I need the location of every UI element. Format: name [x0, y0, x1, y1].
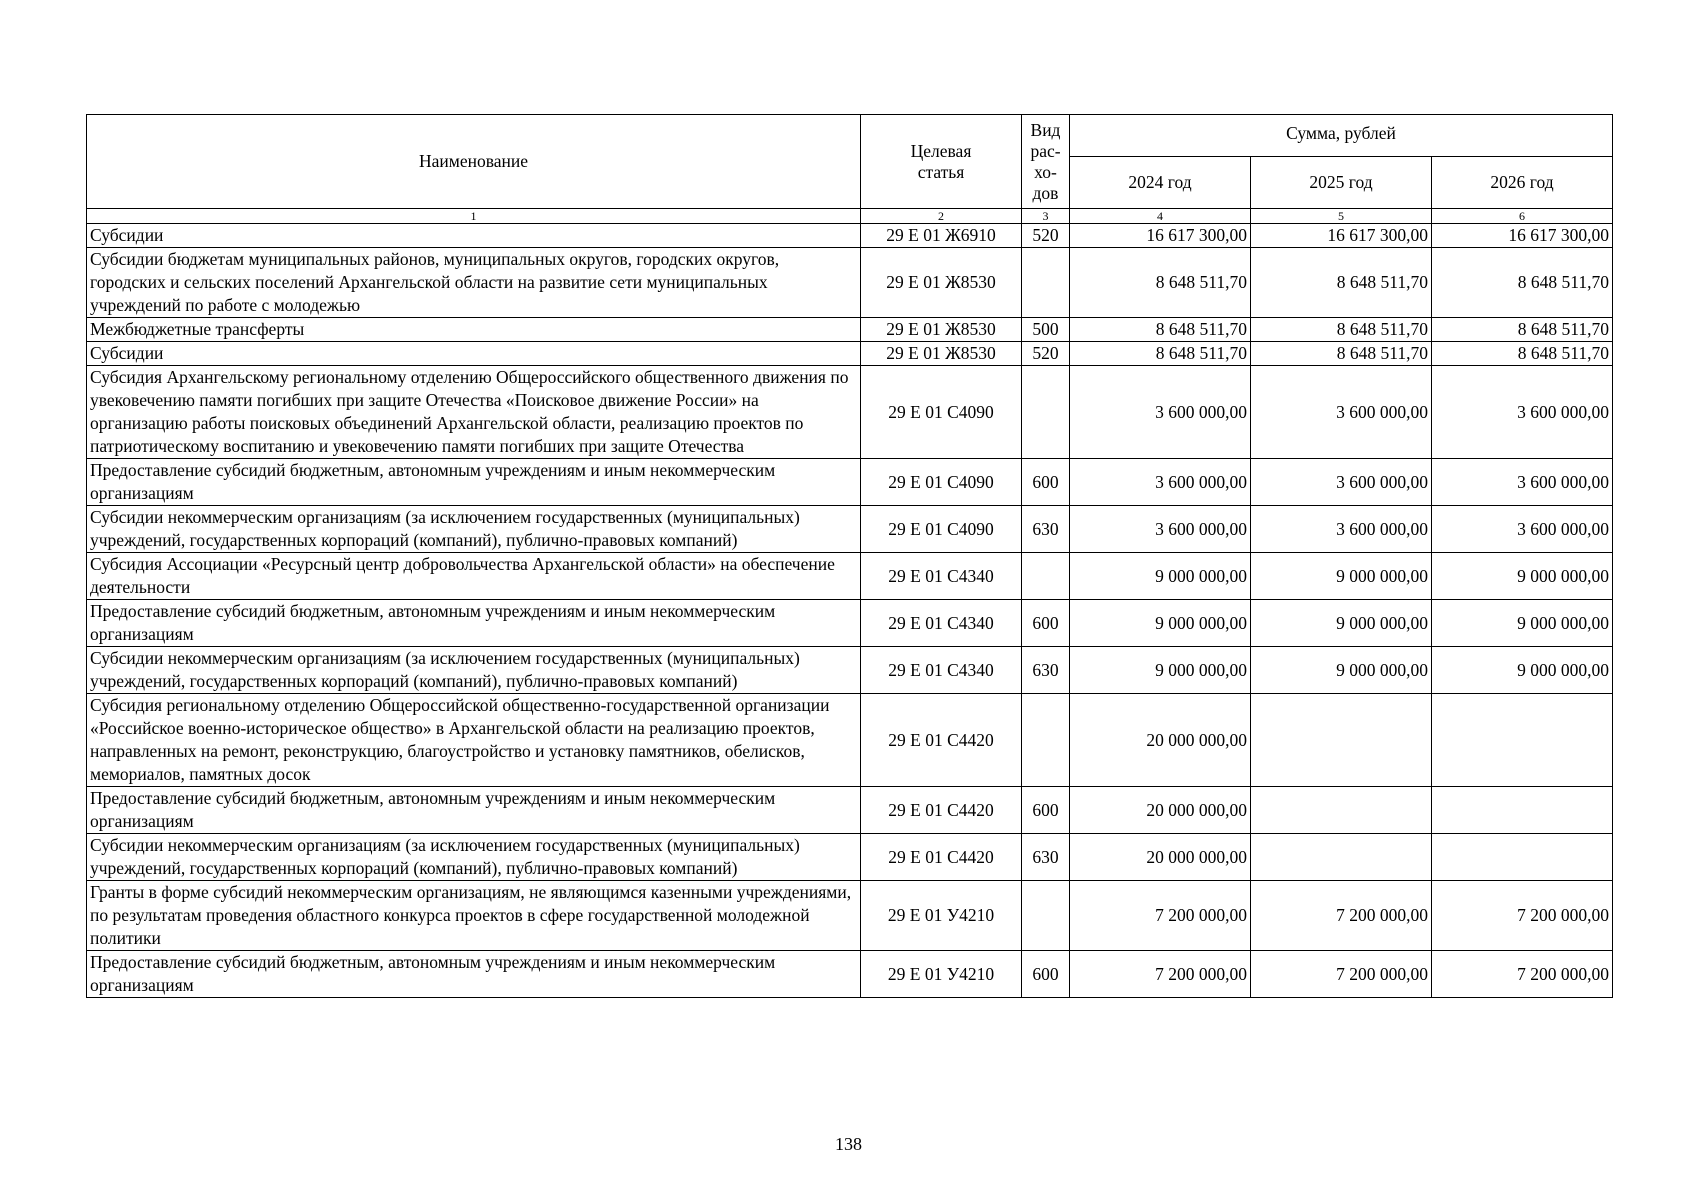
row-amount-2026-cell: 3 600 000,00: [1432, 506, 1613, 553]
row-amount-2025-cell: [1251, 834, 1432, 881]
column-number: 1: [87, 209, 861, 224]
row-amount-2025-cell: 9 000 000,00: [1251, 647, 1432, 694]
table-row: [87, 459, 1613, 506]
row-target-code-cell: 29 Е 01 С4420: [861, 694, 1022, 787]
row-name-cell: Субсидии бюджетам муниципальных районов, муниципальных округов, городских округов, городских и сельских поселений Архангельской области на развитие сети муниципальных учреждений по работе с молодежью: [87, 248, 861, 318]
page-number: 138: [835, 1134, 862, 1154]
header-kind-line: хо-: [1034, 161, 1057, 182]
row-amount-2025-cell: 3 600 000,00: [1251, 459, 1432, 506]
header-year-2024: 2024 год: [1070, 157, 1251, 209]
row-expense-kind-cell: [1022, 366, 1070, 459]
row-amount-2024-cell: 3 600 000,00: [1070, 506, 1251, 553]
row-name-cell: Предоставление субсидий бюджетным, автономным учреждениям и иным некоммерческим организациям: [87, 951, 861, 998]
row-amount-2024-cell: 16 617 300,00: [1070, 224, 1251, 248]
row-target-code-cell: 29 Е 01 У4210: [861, 881, 1022, 951]
header-kind-line: дов: [1032, 182, 1059, 203]
row-amount-2025-cell: 8 648 511,70: [1251, 248, 1432, 318]
row-target-code-cell: 29 Е 01 С4090: [861, 506, 1022, 553]
row-amount-2025-cell: [1251, 787, 1432, 834]
row-amount-2025-cell: 3 600 000,00: [1251, 366, 1432, 459]
header-year-2026: 2026 год: [1432, 157, 1613, 209]
header-sum: Сумма, рублей: [1070, 115, 1613, 157]
row-amount-2026-cell: 8 648 511,70: [1432, 342, 1613, 366]
header-kind-line: Вид: [1030, 119, 1061, 140]
row-target-code-cell: 29 Е 01 Ж8530: [861, 248, 1022, 318]
row-expense-kind-cell: 520: [1022, 342, 1070, 366]
row-expense-kind-cell: 630: [1022, 647, 1070, 694]
row-amount-2026-cell: 8 648 511,70: [1432, 248, 1613, 318]
row-amount-2026-cell: 9 000 000,00: [1432, 600, 1613, 647]
row-amount-2025-cell: 8 648 511,70: [1251, 318, 1432, 342]
table-row: [87, 224, 1613, 248]
row-amount-2025-cell: 8 648 511,70: [1251, 342, 1432, 366]
table-row: [87, 342, 1613, 366]
table-row: [87, 647, 1613, 694]
row-amount-2026-cell: 7 200 000,00: [1432, 881, 1613, 951]
row-amount-2026-cell: 3 600 000,00: [1432, 459, 1613, 506]
row-expense-kind-cell: [1022, 694, 1070, 787]
row-amount-2025-cell: 7 200 000,00: [1251, 881, 1432, 951]
row-amount-2025-cell: 16 617 300,00: [1251, 224, 1432, 248]
row-name-cell: Предоставление субсидий бюджетным, автономным учреждениям и иным некоммерческим организациям: [87, 459, 861, 506]
row-name-cell: Субсидия региональному отделению Общероссийской общественно-государственной организации «Российское военно-историческое общество» в Архангельской области на реализацию проектов, направленных на ремонт, реконструкцию, благоустройство и установку памятников, обелисков, мемориалов, памятных досок: [87, 694, 861, 787]
header-target: [861, 115, 1022, 209]
row-amount-2026-cell: 9 000 000,00: [1432, 553, 1613, 600]
table-row: [87, 834, 1613, 881]
row-amount-2024-cell: 3 600 000,00: [1070, 366, 1251, 459]
column-number: 6: [1432, 209, 1613, 224]
row-target-code-cell: 29 Е 01 Ж8530: [861, 318, 1022, 342]
column-numbers-row: [87, 209, 1613, 224]
header-name: Наименование: [87, 115, 861, 209]
table-row: [87, 553, 1613, 600]
row-name-cell: Гранты в форме субсидий некоммерческим организациям, не являющимся казенными учреждениями, по результатам проведения областного конкурса проектов в сфере государственной молодежной политики: [87, 881, 861, 951]
row-target-code-cell: 29 Е 01 У4210: [861, 951, 1022, 998]
table-row: [87, 694, 1613, 787]
row-amount-2026-cell: 9 000 000,00: [1432, 647, 1613, 694]
row-name-cell: Субсидии: [87, 224, 861, 248]
header-year-2025: 2025 год: [1251, 157, 1432, 209]
row-name-cell: Субсидии некоммерческим организациям (за исключением государственных (муниципальных) учреждений, государственных корпораций (компаний), публично-правовых компаний): [87, 834, 861, 881]
row-expense-kind-cell: [1022, 248, 1070, 318]
table-row: [87, 600, 1613, 647]
row-name-cell: Предоставление субсидий бюджетным, автономным учреждениям и иным некоммерческим организациям: [87, 787, 861, 834]
row-expense-kind-cell: 520: [1022, 224, 1070, 248]
row-expense-kind-cell: 600: [1022, 951, 1070, 998]
row-amount-2026-cell: [1432, 834, 1613, 881]
table-body: [87, 224, 1613, 998]
row-expense-kind-cell: 600: [1022, 600, 1070, 647]
row-amount-2026-cell: 7 200 000,00: [1432, 951, 1613, 998]
row-amount-2025-cell: 9 000 000,00: [1251, 553, 1432, 600]
column-number: 5: [1251, 209, 1432, 224]
row-target-code-cell: 29 Е 01 С4340: [861, 553, 1022, 600]
row-name-cell: Субсидии некоммерческим организациям (за исключением государственных (муниципальных) учреждений, государственных корпораций (компаний), публично-правовых компаний): [87, 506, 861, 553]
budget-table: [86, 114, 1613, 998]
row-amount-2024-cell: 3 600 000,00: [1070, 459, 1251, 506]
table-row: [87, 318, 1613, 342]
row-name-cell: Предоставление субсидий бюджетным, автономным учреждениям и иным некоммерческим организациям: [87, 600, 861, 647]
row-expense-kind-cell: 600: [1022, 787, 1070, 834]
row-expense-kind-cell: [1022, 553, 1070, 600]
row-expense-kind-cell: 630: [1022, 834, 1070, 881]
row-amount-2024-cell: 9 000 000,00: [1070, 553, 1251, 600]
row-amount-2026-cell: [1432, 787, 1613, 834]
row-amount-2025-cell: [1251, 694, 1432, 787]
header-kind-line: рас-: [1030, 140, 1061, 161]
header-kind: [1022, 115, 1070, 209]
table-row: [87, 951, 1613, 998]
row-amount-2025-cell: 9 000 000,00: [1251, 600, 1432, 647]
row-target-code-cell: 29 Е 01 С4420: [861, 787, 1022, 834]
row-target-code-cell: 29 Е 01 С4340: [861, 600, 1022, 647]
row-amount-2024-cell: 20 000 000,00: [1070, 834, 1251, 881]
row-amount-2024-cell: 20 000 000,00: [1070, 787, 1251, 834]
column-number: 4: [1070, 209, 1251, 224]
row-name-cell: Субсидии: [87, 342, 861, 366]
header-target-text: Целевая статья: [910, 140, 972, 182]
row-amount-2024-cell: 9 000 000,00: [1070, 600, 1251, 647]
column-number: 2: [861, 209, 1022, 224]
table-row: [87, 506, 1613, 553]
row-expense-kind-cell: [1022, 881, 1070, 951]
row-name-cell: Субсидия Ассоциации «Ресурсный центр добровольчества Архангельской области» на обеспечение деятельности: [87, 553, 861, 600]
row-amount-2024-cell: 7 200 000,00: [1070, 951, 1251, 998]
column-number: 3: [1022, 209, 1070, 224]
row-name-cell: Межбюджетные трансферты: [87, 318, 861, 342]
row-target-code-cell: 29 Е 01 С4090: [861, 459, 1022, 506]
row-amount-2025-cell: 7 200 000,00: [1251, 951, 1432, 998]
row-target-code-cell: 29 Е 01 Ж8530: [861, 342, 1022, 366]
row-amount-2026-cell: 3 600 000,00: [1432, 366, 1613, 459]
row-amount-2026-cell: 8 648 511,70: [1432, 318, 1613, 342]
row-name-cell: Субсидии некоммерческим организациям (за исключением государственных (муниципальных) учреждений, государственных корпораций (компаний), публично-правовых компаний): [87, 647, 861, 694]
row-target-code-cell: 29 Е 01 С4420: [861, 834, 1022, 881]
row-amount-2024-cell: 8 648 511,70: [1070, 318, 1251, 342]
row-target-code-cell: 29 Е 01 Ж6910: [861, 224, 1022, 248]
row-amount-2026-cell: 16 617 300,00: [1432, 224, 1613, 248]
table-row: [87, 248, 1613, 318]
row-expense-kind-cell: 600: [1022, 459, 1070, 506]
header-row-1: [87, 115, 1613, 157]
row-name-cell: Субсидия Архангельскому региональному отделению Общероссийского общественного движения по увековечению памяти погибших при защите Отечества «Поисковое движение России» на организацию работы поисковых объединений Архангельской области, реализацию проектов по патриотическому воспитанию и увековечению памяти погибших при защите Отечества: [87, 366, 861, 459]
row-target-code-cell: 29 Е 01 С4090: [861, 366, 1022, 459]
row-target-code-cell: 29 Е 01 С4340: [861, 647, 1022, 694]
row-expense-kind-cell: 500: [1022, 318, 1070, 342]
row-amount-2024-cell: 8 648 511,70: [1070, 342, 1251, 366]
row-amount-2024-cell: 20 000 000,00: [1070, 694, 1251, 787]
row-expense-kind-cell: 630: [1022, 506, 1070, 553]
row-amount-2025-cell: 3 600 000,00: [1251, 506, 1432, 553]
table-row: [87, 366, 1613, 459]
table-row: [87, 881, 1613, 951]
row-amount-2024-cell: 8 648 511,70: [1070, 248, 1251, 318]
table-row: [87, 787, 1613, 834]
row-amount-2024-cell: 9 000 000,00: [1070, 647, 1251, 694]
row-amount-2024-cell: 7 200 000,00: [1070, 881, 1251, 951]
row-amount-2026-cell: [1432, 694, 1613, 787]
